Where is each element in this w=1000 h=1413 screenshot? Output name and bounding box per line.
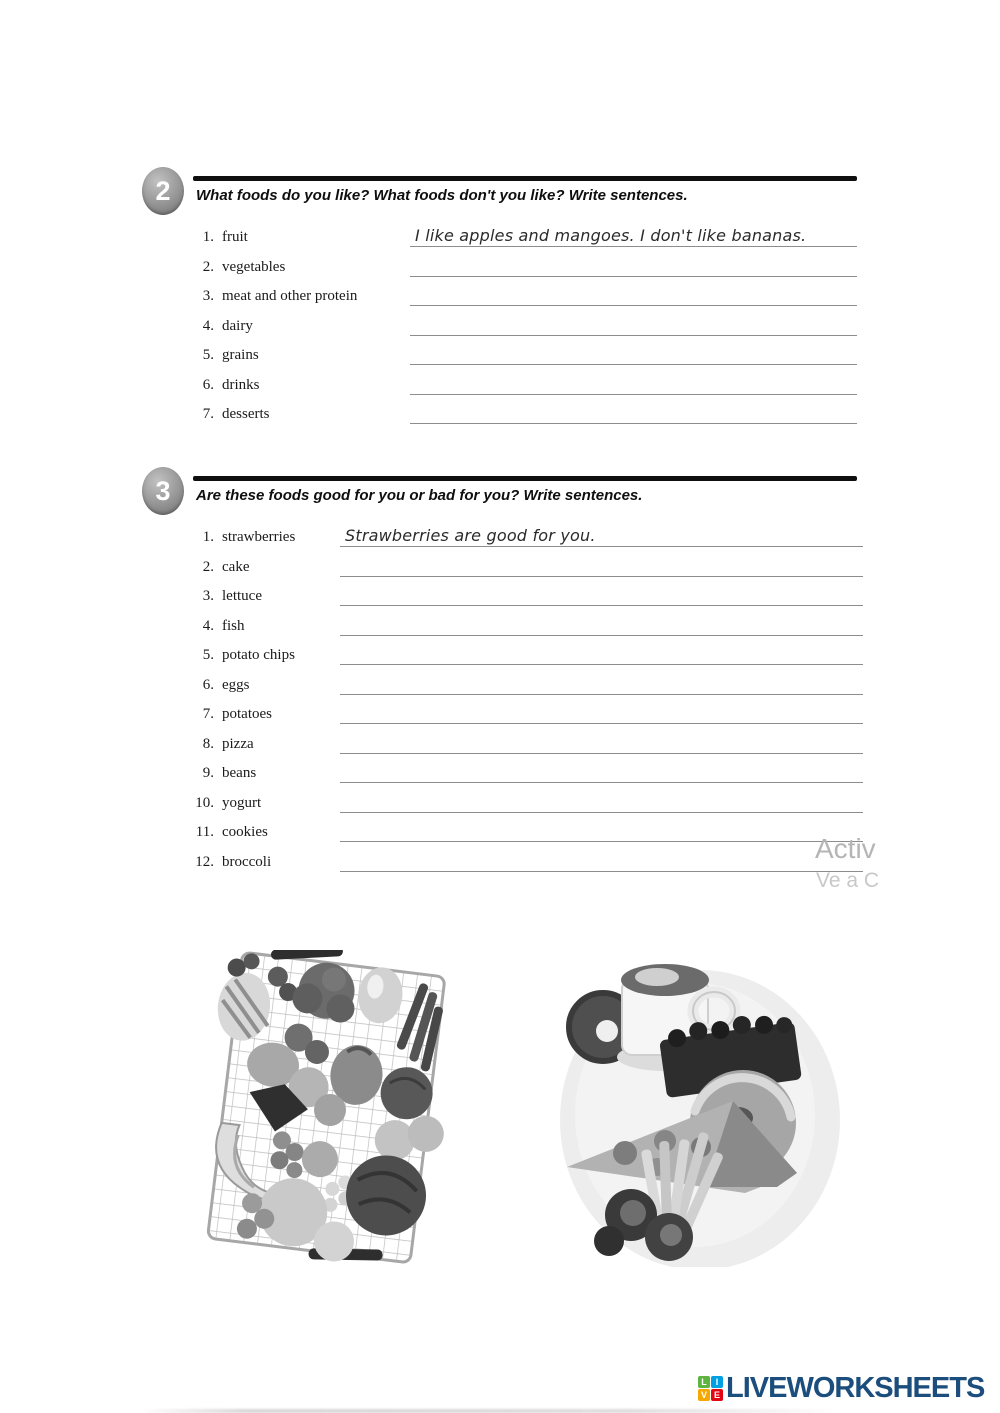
exercise-2-item-5 (0, 344, 1000, 365)
exercise-2-item-3 (0, 285, 1000, 306)
exercise-3-badge (142, 467, 184, 515)
exercise-2-item-4 (0, 315, 1000, 336)
item-label: lettuce (222, 588, 262, 604)
exercise-3-item-5 (0, 644, 1000, 665)
answer-blank[interactable] (410, 396, 857, 424)
exercise-2-item-7 (0, 403, 1000, 424)
item-label: cake (222, 559, 250, 575)
exercise-3-title: Are these foods good for you or bad for you? Write sentences. (196, 487, 643, 504)
answer-blank[interactable] (410, 278, 857, 306)
item-label: beans (222, 765, 257, 781)
item-number: 9. (202, 765, 214, 781)
item-number: 2. (202, 259, 214, 275)
item-label: strawberries (222, 529, 296, 545)
page-bottom-cutoff-text-smudge (140, 1409, 840, 1413)
answer-blank[interactable] (410, 219, 857, 247)
exercise-3-item-7 (0, 703, 1000, 724)
item-label: meat and other protein (222, 288, 358, 304)
item-number: 3. (202, 288, 214, 304)
activation-watermark-line2: Ve a C (816, 869, 880, 892)
produce-basket-photo (190, 950, 470, 1272)
exercise-2-badge (142, 167, 184, 215)
item-number: 7. (202, 406, 214, 422)
item-label: grains (222, 347, 259, 363)
answer-blank[interactable] (410, 249, 857, 277)
item-number: 1. (202, 229, 214, 245)
item-number: 6. (202, 677, 214, 693)
logo-tile-e: E (711, 1389, 723, 1401)
answer-blank[interactable] (340, 519, 863, 547)
item-number: 1. (202, 529, 214, 545)
exercise-3-number: 3 (155, 475, 171, 506)
logo-tile-l: L (698, 1376, 710, 1388)
answer-blank[interactable] (340, 785, 863, 813)
liveworksheets-logo-text: LIVEWORKSHEETS (726, 1372, 985, 1404)
item-label: dairy (222, 318, 253, 334)
answer-blank[interactable] (410, 308, 857, 336)
item-label: fruit (222, 229, 248, 245)
answer-blank[interactable] (340, 549, 863, 577)
answer-text: I like apples and mangoes. I don't like bananas. (415, 226, 807, 245)
exercise-3-item-8 (0, 733, 1000, 754)
answer-blank[interactable] (340, 755, 863, 783)
answer-text: Strawberries are good for you. (345, 526, 596, 545)
exercise-3-item-10 (0, 792, 1000, 813)
item-number: 2. (202, 559, 214, 575)
liveworksheets-logo-tiles-icon (698, 1376, 723, 1401)
answer-blank[interactable] (340, 667, 863, 695)
item-number: 11. (195, 824, 214, 840)
item-number: 4. (202, 618, 214, 634)
item-label: potato chips (222, 647, 295, 663)
logo-tile-i: I (711, 1376, 723, 1388)
item-number: 12. (195, 854, 214, 870)
activation-watermark-line1: Activ (815, 833, 876, 864)
item-number: 3. (202, 588, 214, 604)
item-number: 4. (202, 318, 214, 334)
answer-blank[interactable] (340, 726, 863, 754)
item-number: 5. (202, 347, 214, 363)
exercise-3-item-3 (0, 585, 1000, 606)
item-label: eggs (222, 677, 250, 693)
exercise-2-item-1 (0, 226, 1000, 247)
exercise-2-divider (193, 176, 857, 181)
exercise-2-title: What foods do you like? What foods don't you like? Write sentences. (196, 187, 688, 204)
answer-blank[interactable] (340, 637, 863, 665)
item-label: fish (222, 618, 245, 634)
item-number: 10. (195, 795, 214, 811)
item-label: cookies (222, 824, 268, 840)
item-label: pizza (222, 736, 254, 752)
item-label: yogurt (222, 795, 262, 811)
answer-blank[interactable] (340, 578, 863, 606)
exercise-2-number: 2 (155, 175, 171, 206)
answer-blank[interactable] (410, 367, 857, 395)
exercise-3-item-1 (0, 526, 1000, 547)
logo-tile-v: V (698, 1389, 710, 1401)
answer-blank[interactable] (340, 814, 863, 842)
answer-blank[interactable] (340, 608, 863, 636)
item-label: vegetables (222, 259, 286, 275)
exercise-3-item-6 (0, 674, 1000, 695)
exercise-3-item-2 (0, 556, 1000, 577)
junk-food-photo (545, 935, 860, 1267)
liveworksheets-logo[interactable] (698, 1372, 984, 1405)
item-label: potatoes (222, 706, 272, 722)
item-label: broccoli (222, 854, 272, 870)
item-number: 8. (202, 736, 214, 752)
answer-blank[interactable] (340, 696, 863, 724)
item-number: 6. (202, 377, 214, 393)
answer-blank[interactable] (410, 337, 857, 365)
item-label: desserts (222, 406, 270, 422)
item-label: drinks (222, 377, 260, 393)
answer-blank[interactable] (340, 844, 863, 872)
exercise-3-divider (193, 476, 857, 481)
exercise-2-item-6 (0, 374, 1000, 395)
item-number: 7. (202, 706, 214, 722)
exercise-2-item-2 (0, 256, 1000, 277)
exercise-3-item-9 (0, 762, 1000, 783)
item-number: 5. (202, 647, 214, 663)
exercise-3-item-4 (0, 615, 1000, 636)
